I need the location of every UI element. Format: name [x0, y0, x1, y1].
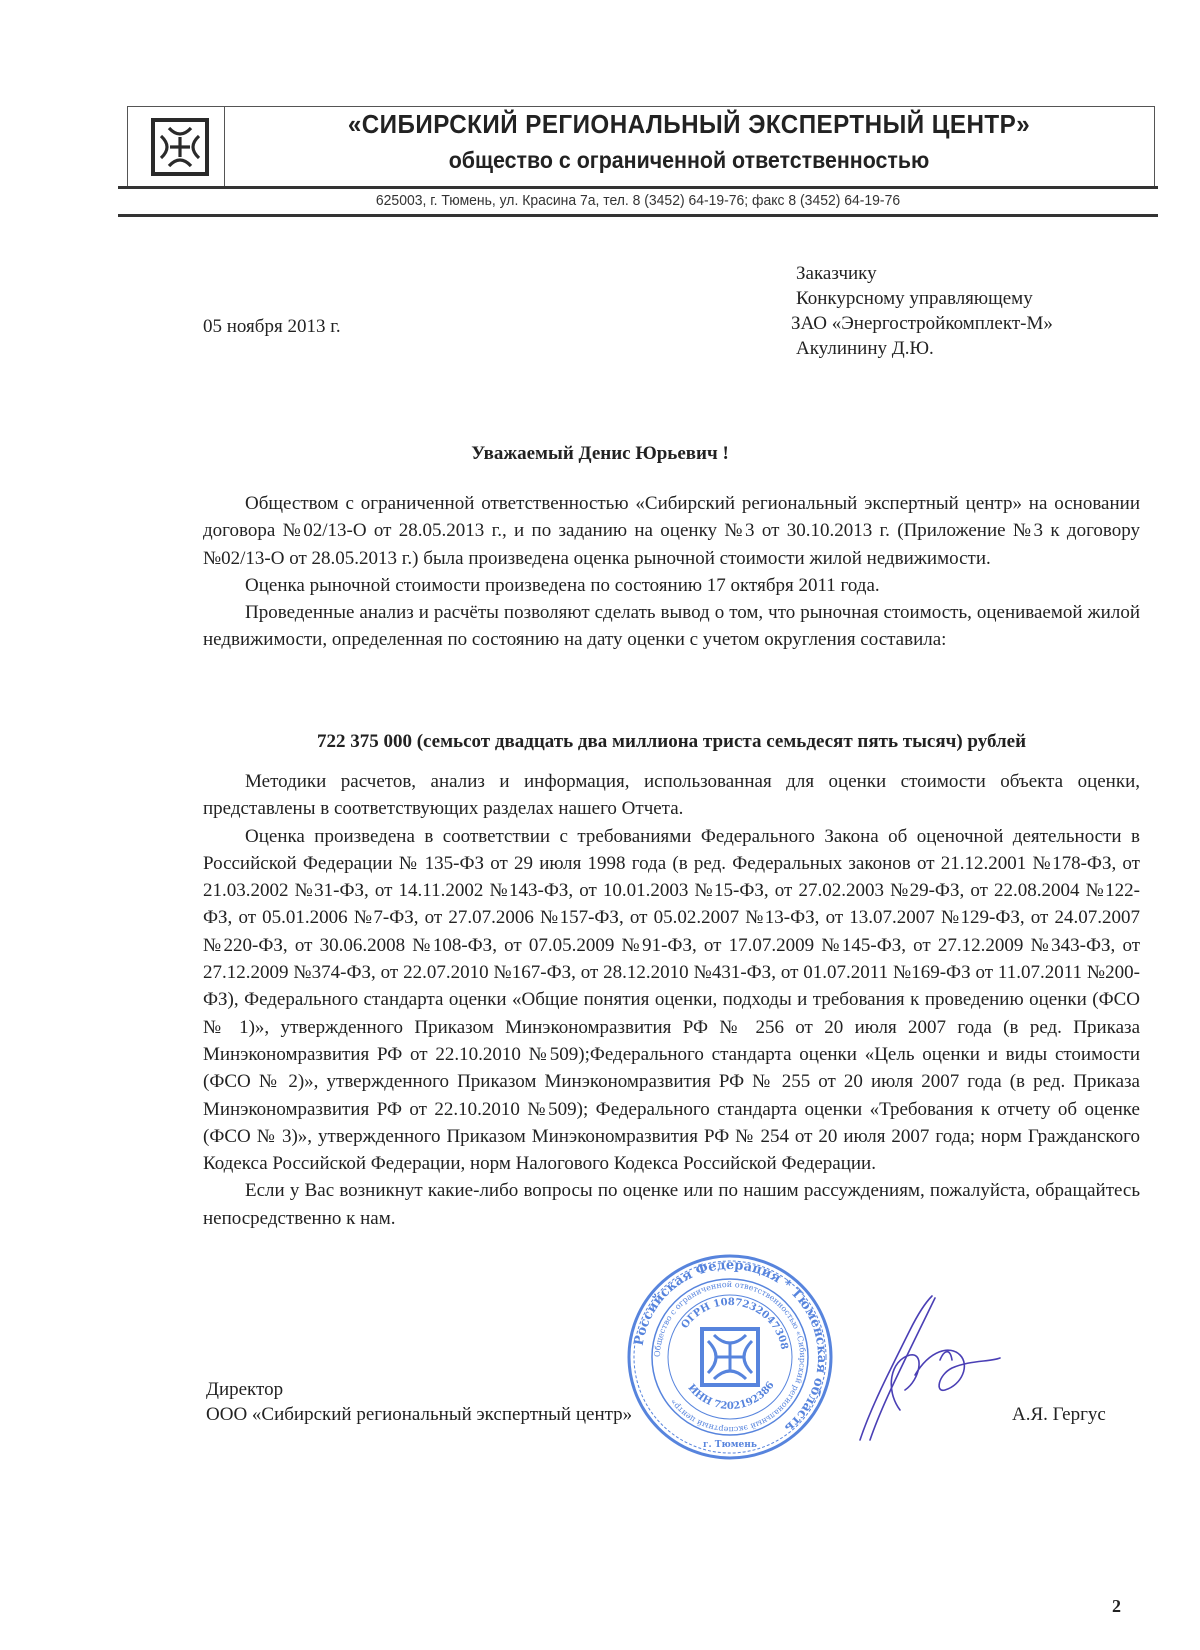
letterhead-divider-top: [118, 186, 1158, 189]
signatory-organization: ООО «Сибирский региональный экспертный центр»: [206, 1404, 633, 1425]
stamp-inner-text: Общество с ограниченной ответственностью «Сибирский региональный экспертный центр»: [652, 1279, 808, 1435]
body-section-1: [203, 490, 1140, 654]
stamp-ogrn: ОГРН 1087232047308: [679, 1296, 790, 1351]
stamp-inn: ИНН 7202192386: [685, 1379, 777, 1413]
logo-cell: [128, 107, 225, 187]
addressee-line: Заказчику: [796, 263, 877, 284]
addressee-block: [791, 261, 1053, 361]
paragraph-conclusion: Проведенные анализ и расчёты позволяют сделать вывод о том, что рыночная стоимость, оцениваемой жилой недвижимости, определенная по состоянию на дату оценки с учетом округления составила:: [203, 602, 1140, 651]
greeting: Уважаемый Денис Юрьевич !: [471, 443, 729, 464]
company-stamp-icon: [626, 1253, 834, 1461]
stamp-city: г. Тюмень: [703, 1440, 757, 1450]
signatory-title: Директор: [206, 1379, 284, 1400]
paragraph-methods: Методики расчетов, анализ и информация, использованная для оценки стоимости объекта оценки, представлены в соответствующих разделах нашего Отчета.: [203, 771, 1140, 820]
paragraph-intro: Обществом с ограниченной ответственностью «Сибирский региональный экспертный центр» на основании договора №02/13-О от 28.05.2013 г., и по заданию на оценку №3 от 30.10.2013 г. (Приложение №3 к договору №02/13-О от 28.05.2013 г.) была произведена оценка рыночной стоимости жилой недвижимости.: [203, 493, 1140, 569]
addressee-line: Акулинину Д.Ю.: [796, 338, 934, 359]
addressee-line: ЗАО «Энергостройкомплект-М»: [791, 313, 1053, 334]
paragraph-legal-basis: Оценка произведена в соответствии с требованиями Федерального Закона об оценочной деятельности в Российской Федерации № 135-ФЗ от 29 июля 1998 года (в ред. Федеральных законов от 21.12.2001 №178-ФЗ, от 21.03.2002 №31-ФЗ, от 14.11.2002 №143-ФЗ, от 10.01.2003 №15-ФЗ, от 27.02.2003 №29-ФЗ, от 22.08.2004 №122-ФЗ, от 05.01.2006 №7-ФЗ, от 27.07.2006 №157-ФЗ, от 05.02.2007 №13-ФЗ, от 13.07.2007 №129-ФЗ, от 24.07.2007 №220-ФЗ, от 30.06.2008 №108-ФЗ, от 07.05.2009 №91-ФЗ, от 17.07.2009 №145-ФЗ, от 27.12.2009 №343-ФЗ, от 27.12.2009 №374-ФЗ, от 22.07.2010 №167-ФЗ, от 28.12.2010 №431-ФЗ, от 01.07.2011 №169-ФЗ от 11.07.2011 №200-ФЗ), Федерального стандарта оценки «Общие понятия оценки, подходы и требования к проведению оценки (ФСО № 1)», утвержденного Приказом Минэкономразвития РФ № 256 от 20 июля 2007 года (в ред. Приказа Минэкономразвития РФ от 22.10.2010 №509);Федерального стандарта оценки «Цель оценки и виды стоимости (ФСО № 2)», утвержденного Приказом Минэкономразвития РФ № 255 от 20 июля 2007 года (в ред. Приказа Минэкономразвития РФ от 22.10.2010 №509); Федерального стандарта оценки «Требования к отчету об оценке (ФСО № 3)», утвержденного Приказом Минэкономразвития РФ № 254 от 20 июля 2007 года; норм Гражданского Кодекса Российской Федерации, норм Налогового Кодекса Российской Федерации.: [203, 825, 1140, 1175]
body-section-2: [203, 768, 1140, 1232]
addressee-line: Конкурсному управляющему: [796, 288, 1033, 309]
letterhead-divider-bottom: [118, 214, 1158, 217]
paragraph-valuation-date: Оценка рыночной стоимости произведена по состоянию 17 октября 2011 года.: [245, 574, 880, 596]
company-legal-form: общество с ограниченной ответственностью: [448, 147, 930, 173]
signatory-name: А.Я. Гергус: [1012, 1404, 1106, 1425]
company-name: «СИБИРСКИЙ РЕГИОНАЛЬНЫЙ ЭКСПЕРТНЫЙ ЦЕНТР»: [347, 109, 1031, 139]
page-number: 2: [1112, 1596, 1121, 1616]
letterhead: [127, 106, 1155, 186]
company-logo-icon: [151, 118, 209, 176]
letter-date: 05 ноября 2013 г.: [203, 316, 341, 337]
market-value-sum: 722 375 000 (семьсот двадцать два миллиона триста семьдесят пять тысяч) рублей: [316, 731, 1027, 752]
company-address: 625003, г. Тюмень, ул. Красина 7а, тел. 8 (3452) 64-19-76; факс 8 (3452) 64-19-76: [375, 192, 901, 209]
stamp-outer-text: Российская Федерация * Тюменская область: [631, 1257, 830, 1436]
paragraph-contact: Если у Вас возникнут какие-либо вопросы по оценке или по нашим рассуждениям, пожалуйста, обращайтесь непосредственно к нам.: [203, 1180, 1140, 1229]
signature-icon: [840, 1290, 1020, 1450]
